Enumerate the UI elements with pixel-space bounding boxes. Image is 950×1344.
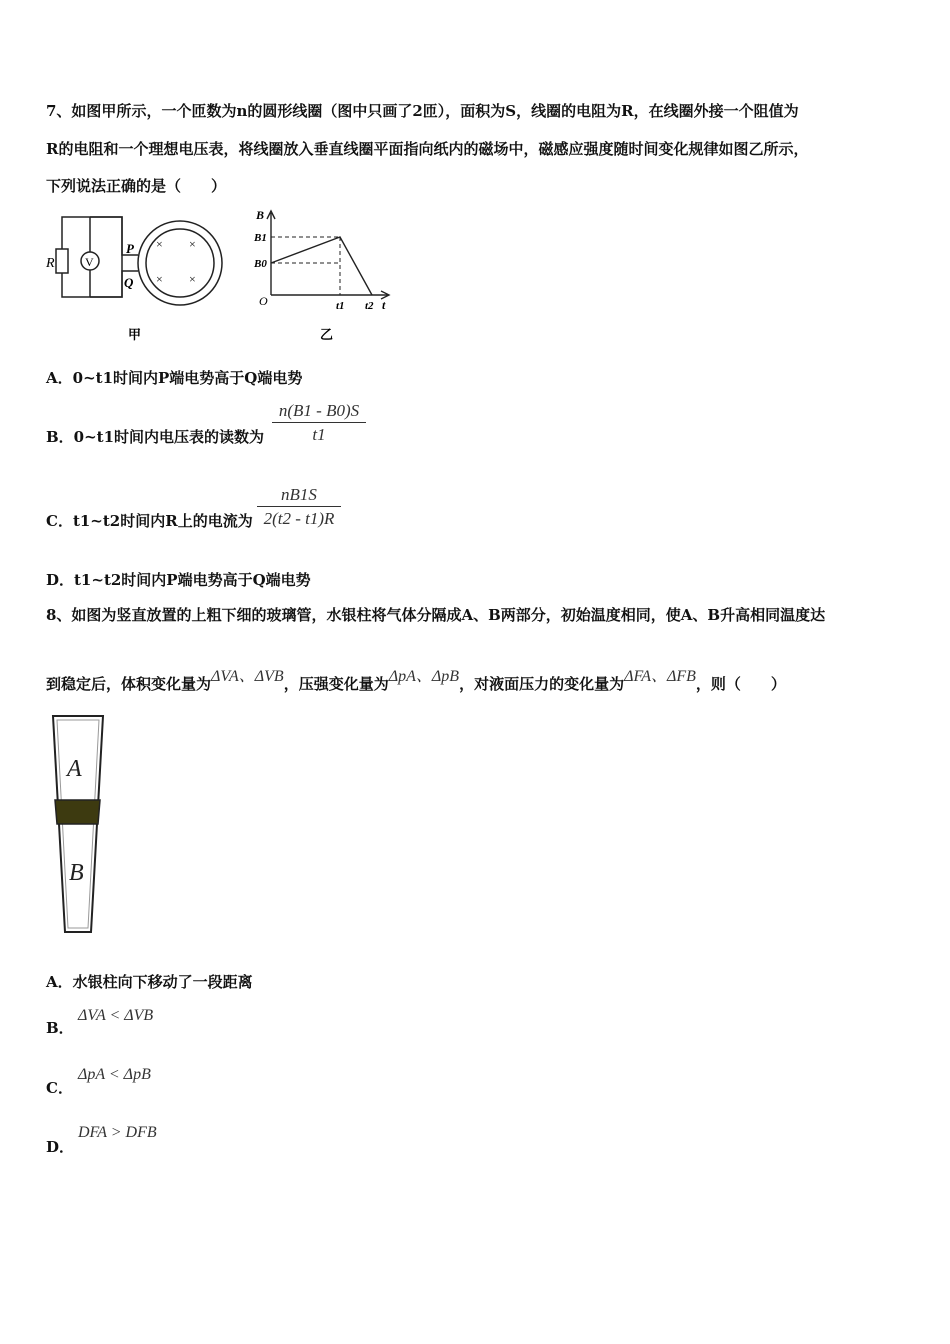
yi-tick-t2: t2 [365, 300, 374, 312]
jia-label-q: Q [124, 275, 134, 290]
q8-option-b[interactable] [46, 1016, 74, 1040]
yi-tick-b0: B0 [254, 258, 267, 270]
q7-option-b[interactable]: B．0~t1时间内电压表的读数为 [46, 428, 265, 446]
q8-tube-figure [48, 712, 110, 938]
q7-figure-yi [250, 205, 400, 345]
fraction-denominator: t1 [312, 425, 326, 444]
q8-stem-text: ，对液面压力的变化量为 [459, 675, 625, 693]
q8-stem-text: 到稳定后，体积变化量为 [46, 675, 212, 693]
q8-stem-text: ，压强变化量为 [283, 675, 389, 693]
tube-label-a: A [67, 756, 82, 782]
yi-axis-b: B [256, 208, 265, 222]
yi-origin: O [259, 294, 268, 308]
q8-delta-v: ΔVA、ΔVB [211, 668, 284, 685]
q7-figure-jia [40, 205, 240, 345]
q7-option-c[interactable]: C．t1~t2时间内R上的电流为 [46, 512, 253, 530]
q7-option-d[interactable]: D．t1~t2时间内P端电势高于Q端电势 [46, 571, 311, 589]
q8-option-d[interactable] [46, 1135, 74, 1159]
q8-option-b-expr: ΔVA < ΔVB [78, 1007, 154, 1024]
jia-label-r: R [46, 256, 55, 271]
q7-option-c-fraction [257, 484, 341, 531]
jia-field-mark: × [189, 237, 196, 251]
q8-delta-p: ΔpA、ΔpB [388, 668, 460, 685]
q7-stem-line3: 下列说法正确的是（ ） [46, 177, 227, 195]
q8-option-a[interactable]: A．水银柱向下移动了一段距离 [46, 973, 253, 991]
q8-option-c[interactable] [46, 1076, 73, 1100]
yi-caption: 乙 [320, 327, 334, 342]
option-label: D． [46, 1138, 75, 1156]
jia-label-p: P [126, 241, 134, 256]
fraction-denominator: 2(t2 - t1)R [263, 509, 335, 528]
fraction-numerator: n(B1 - B0)S [272, 400, 366, 423]
fraction-numerator: nB1S [257, 484, 341, 507]
q8-option-d-expr: DFA > DFB [78, 1124, 157, 1141]
q7-option-b-fraction [272, 400, 366, 447]
q7-stem-line1: 7、如图甲所示，一个匝数为n的圆形线圈（图中只画了2匝），面积为S，线圈的电阻为R，在线圈外接一个阻值为 [46, 102, 799, 120]
yi-tick-b1: B1 [254, 232, 267, 244]
q8-stem-text: ，则（ ） [695, 675, 786, 693]
jia-field-mark: × [156, 272, 163, 286]
q7-option-a[interactable]: A．0~t1时间内P端电势高于Q端电势 [46, 369, 303, 387]
tube-label-b: B [69, 860, 84, 886]
jia-label-v: V [85, 255, 94, 269]
jia-caption: 甲 [128, 327, 142, 342]
jia-field-mark: × [156, 237, 163, 251]
q7-stem-line2: R的电阻和一个理想电压表，将线圈放入垂直线圈平面指向纸内的磁场中，磁感应强度随时间变化规律如图乙所示， [46, 140, 809, 158]
option-label: B． [46, 1019, 74, 1037]
yi-tick-t1: t1 [336, 300, 345, 312]
q8-option-c-expr: ΔpA < ΔpB [78, 1066, 151, 1083]
q8-delta-f: ΔFA、ΔFB [624, 668, 696, 685]
jia-field-mark: × [189, 272, 196, 286]
q8-stem-line2 [46, 665, 786, 696]
q8-stem-line1: 8、如图为竖直放置的上粗下细的玻璃管，水银柱将气体分隔成A、B两部分，初始温度相同，使A、B升高相同温度达 [46, 606, 826, 624]
yi-axis-t: t [382, 298, 386, 312]
option-label: C． [46, 1079, 73, 1097]
